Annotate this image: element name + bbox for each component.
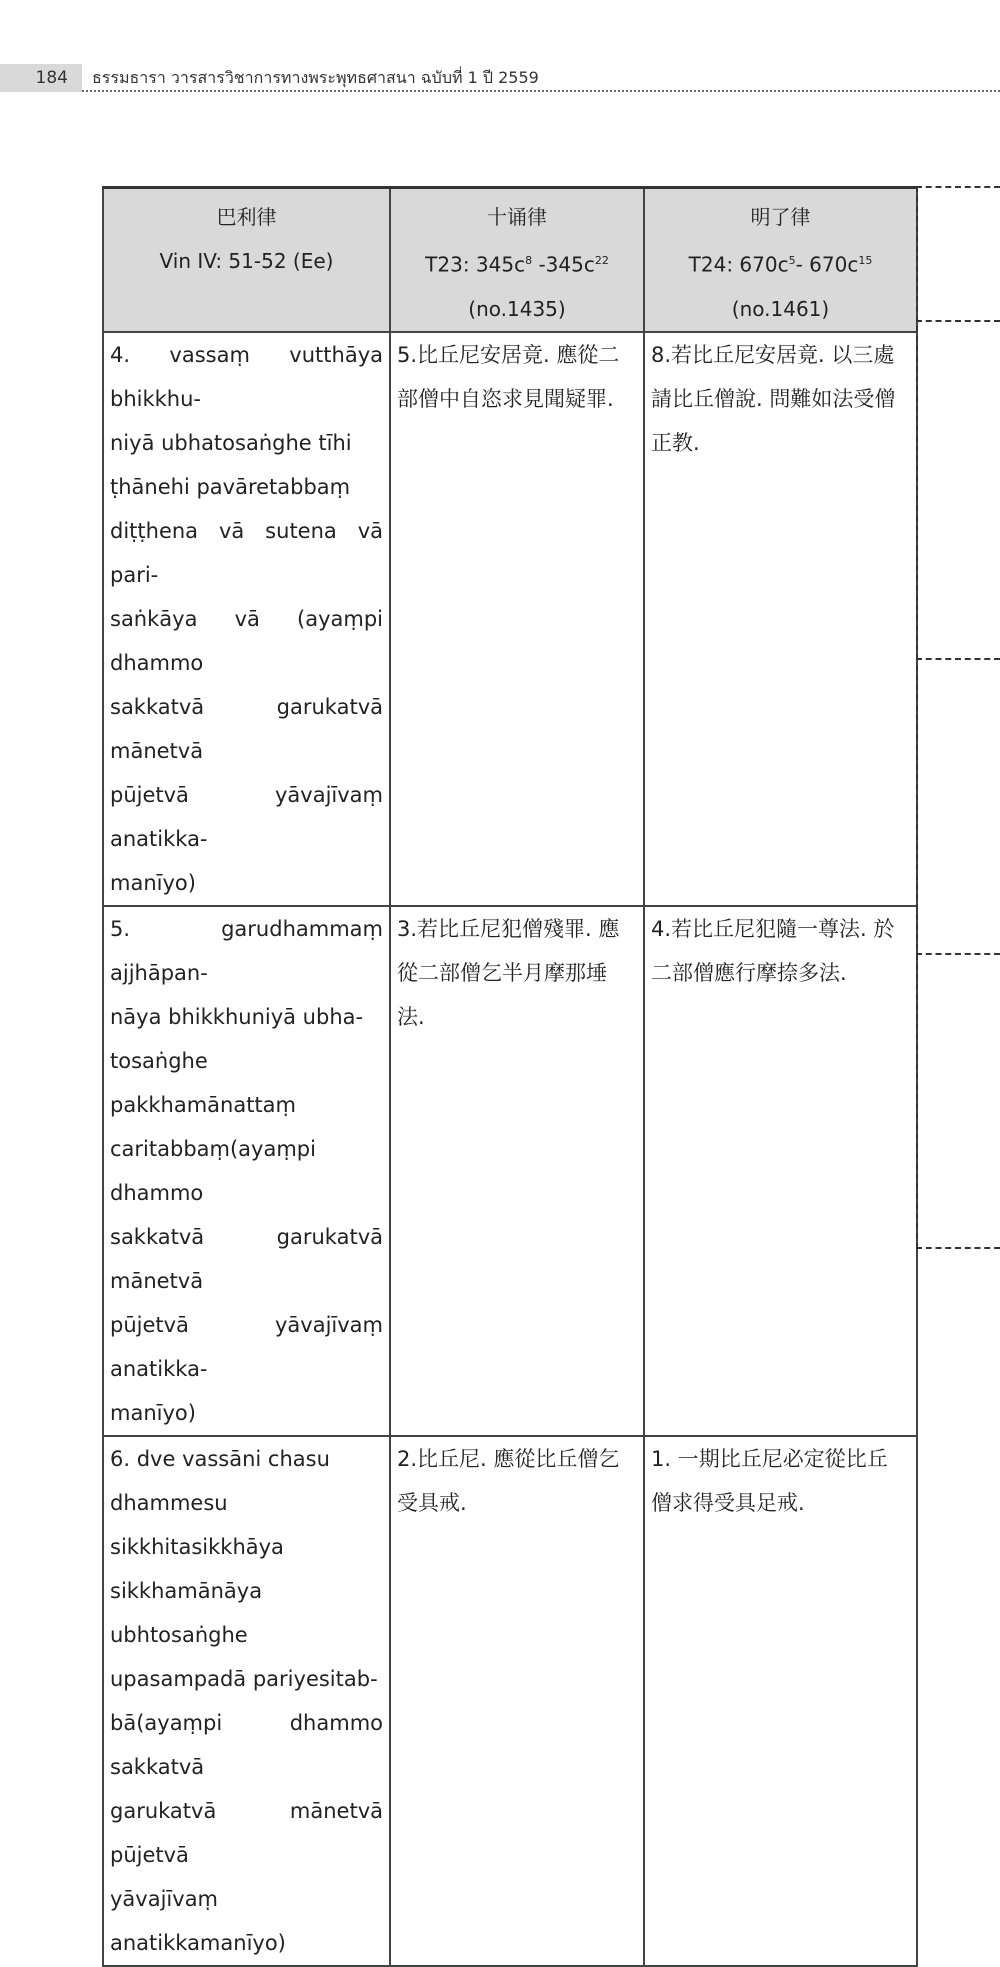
text-line: 5.比丘尼安居竟. 應從二 bbox=[397, 342, 620, 367]
text-line: manīyo) bbox=[110, 870, 196, 895]
text-line: caritabbaṃ(ayaṃpi dhammo bbox=[110, 1136, 316, 1205]
text-line: 正教. bbox=[651, 430, 700, 455]
col-header-mingliao bbox=[644, 188, 917, 332]
text-line: sikkhamānāya ubhtosaṅghe bbox=[110, 1578, 263, 1647]
table-header-row bbox=[103, 188, 917, 332]
text-line: pūjetvā yāvajīvaṃ anatikka- bbox=[110, 782, 383, 851]
text-line: saṅkāya vā (ayaṃpi dhammo bbox=[110, 606, 383, 675]
text-line: dhammesu sikkhitasikkhāya bbox=[110, 1490, 284, 1559]
text-line: pūjetvā yāvajīvaṃ anatikka- bbox=[110, 1312, 383, 1381]
cell-pali bbox=[103, 1436, 390, 1966]
text-line: 受具戒. bbox=[397, 1490, 467, 1515]
cell-mingliao bbox=[644, 332, 917, 906]
table-row bbox=[103, 906, 917, 1436]
text-line: 6. dve vassāni chasu bbox=[110, 1446, 330, 1471]
col-ref: T24: $670c^5-$ $670c^{15}$ bbox=[688, 252, 873, 277]
text-line: 4.若比丘尼犯隨一尊法. 於 bbox=[651, 916, 895, 941]
text-line: tosaṅghe pakkhamānattaṃ bbox=[110, 1048, 296, 1117]
dashed-rule bbox=[916, 320, 1000, 322]
col-ref: Vin IV: 51-52 (Ee) bbox=[159, 249, 334, 273]
cell-pali bbox=[103, 332, 390, 906]
dashed-rule bbox=[916, 186, 1000, 188]
dashed-edge bbox=[916, 186, 918, 1249]
text-line: upasampadā pariyesitab- bbox=[110, 1666, 378, 1691]
text-line: 二部僧應行摩捺多法. bbox=[651, 960, 847, 985]
col-title: 巴利律 bbox=[216, 205, 277, 229]
cell-mingliao bbox=[644, 906, 917, 1436]
text-line: 部僧中自恣求見聞疑罪. bbox=[397, 386, 614, 411]
text-line: 5. garudhammaṃ ajjhāpan- bbox=[110, 916, 383, 985]
text-line: sakkatvā garukatvā mānetvā bbox=[110, 694, 383, 763]
cell-mingliao bbox=[644, 1436, 917, 1966]
text-line: bā(ayaṃpi dhammo sakkatvā bbox=[110, 1710, 383, 1779]
text-line: 2.比丘尼. 應從比丘僧乞 bbox=[397, 1446, 620, 1471]
col-number: (no.1435) bbox=[468, 296, 566, 321]
cell-pali bbox=[103, 906, 390, 1436]
text-line: yāvajīvaṃ anatikkamanīyo) bbox=[110, 1886, 286, 1955]
text-line: 僧求得受具足戒. bbox=[651, 1490, 805, 1515]
col-title: 明了律 bbox=[750, 205, 811, 229]
col-title: 十诵律 bbox=[487, 205, 547, 229]
text-line: sakkatvā garukatvā mānetvā bbox=[110, 1224, 383, 1293]
text-line: 3.若比丘尼犯僧殘罪. 應 bbox=[397, 916, 620, 941]
text-line: garukatvā mānetvā pūjetvā bbox=[110, 1798, 383, 1867]
table-row bbox=[103, 332, 917, 906]
header-dotted-rule bbox=[82, 90, 1000, 92]
dashed-rule bbox=[916, 658, 1000, 660]
text-line: 4. vassaṃ vutthāya bhikkhu- bbox=[110, 342, 383, 411]
cell-shisong bbox=[390, 906, 644, 1436]
cell-shisong bbox=[390, 332, 644, 906]
text-line: 8.若比丘尼安居竟. 以三處 bbox=[651, 342, 895, 367]
col-number: (no.1461) bbox=[731, 296, 830, 321]
text-line: 請比丘僧說. 問難如法受僧 bbox=[651, 386, 896, 411]
text-line: niyā ubhatosaṅghe tīhi bbox=[110, 430, 352, 455]
text-line: diṭṭhena vā sutena vā pari- bbox=[110, 518, 383, 587]
text-line: 1. 一期比丘尼必定從比丘 bbox=[651, 1446, 888, 1471]
text-line: 法. bbox=[397, 1004, 425, 1029]
vinaya-comparison-table bbox=[102, 186, 918, 1967]
col-header-pali bbox=[103, 188, 390, 332]
cell-shisong bbox=[390, 1436, 644, 1966]
dashed-rule bbox=[916, 953, 1000, 955]
text-line: manīyo) bbox=[110, 1400, 196, 1425]
text-line: nāya bhikkhuniyā ubha- bbox=[110, 1004, 364, 1029]
col-header-shisong bbox=[390, 188, 644, 332]
page-number: 184 bbox=[0, 64, 82, 92]
text-line: 從二部僧乞半月摩那埵 bbox=[397, 960, 607, 985]
journal-title: ธรรมธารา วารสารวิชาการทางพระพุทธศาสนา ฉบับที่ 1 ปี 2559 bbox=[92, 68, 539, 87]
col-ref: T23: $345c^8$ $-345c^{22}$ bbox=[425, 252, 609, 277]
table-row bbox=[103, 1436, 917, 1966]
text-line: ṭhānehi pavāretabbaṃ bbox=[110, 474, 351, 499]
dashed-rule bbox=[916, 1247, 1000, 1249]
